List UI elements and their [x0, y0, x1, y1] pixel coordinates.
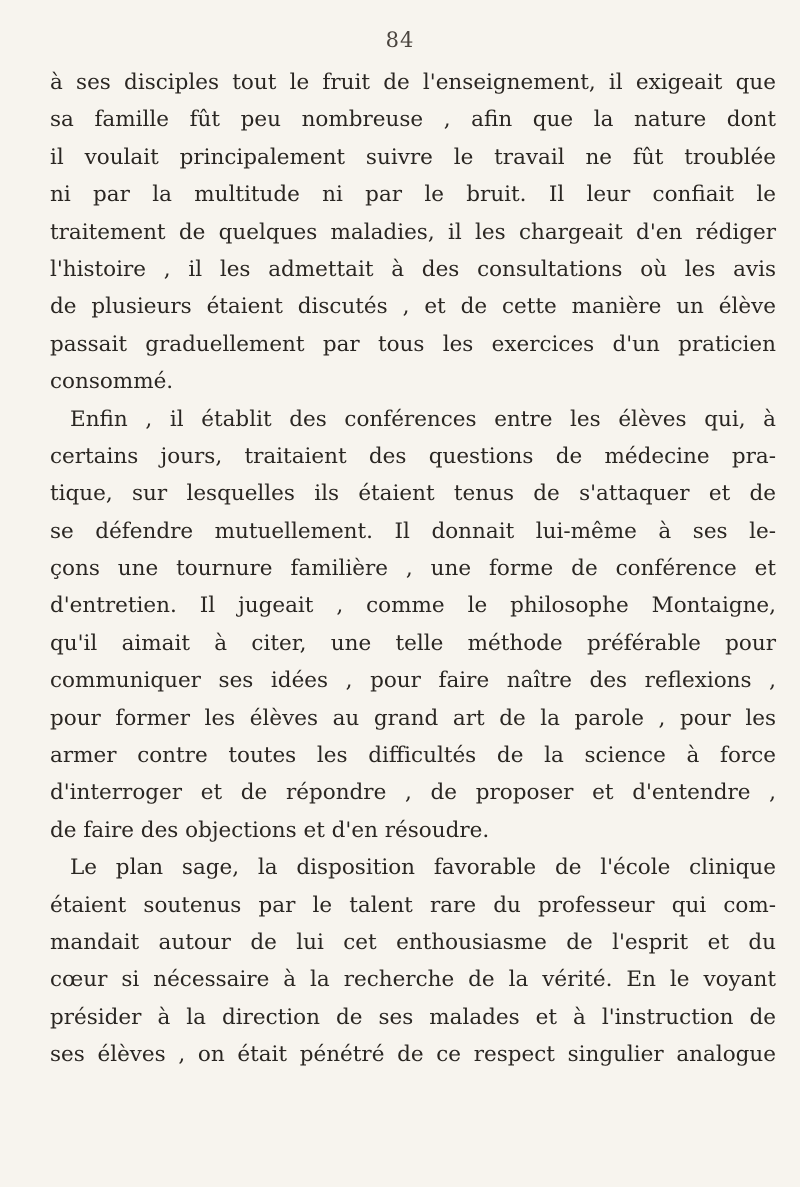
text-line: ses élèves , on était pénétré de ce respect singulier analogue: [50, 1042, 776, 1068]
text-line: de plusieurs étaient discutés , et de cette manière un élève: [50, 294, 776, 320]
text-line: d'entretien. Il jugeait , comme le philosophe Montaigne,: [50, 593, 776, 619]
body-text: [50, 64, 776, 1074]
text-line: d'interroger et de répondre , de proposer et d'entendre ,: [50, 780, 776, 806]
text-line: ni par la multitude ni par le bruit. Il leur confiait le: [50, 182, 776, 208]
text-line: présider à la direction de ses malades et à l'instruction de: [50, 1004, 776, 1030]
text-line: à ses disciples tout le fruit de l'enseignement, il exigeait que: [50, 70, 776, 95]
text-line: tique, sur lesquelles ils étaient tenus de s'attaquer et de: [50, 481, 776, 507]
text-line: pour former les élèves au grand art de la parole , pour les: [50, 705, 776, 731]
text-line: étaient soutenus par le talent rare du professeur qui com-: [50, 892, 776, 918]
paragraph-end-line: de faire des objections et d'en résoudre.: [50, 817, 490, 843]
text-line: qu'il aimait à citer, une telle méthode préférable pour: [50, 630, 776, 656]
text-line: mandait autour de lui cet enthousiasme de l'esprit et du: [50, 929, 776, 955]
text-line: cœur si nécessaire à la recherche de la vérité. En le voyant: [50, 967, 776, 993]
text-line: l'histoire , il les admettait à des consultations où les avis: [50, 256, 776, 282]
paragraph-start-line: Enfin , il établit des conférences entre les élèves qui, à: [70, 406, 776, 432]
text-line: communiquer ses idées , pour faire naître des reflexions ,: [50, 668, 776, 694]
text-line: passait graduellement par tous les exercices d'un praticien: [50, 331, 776, 357]
paragraph-end-line: consommé.: [50, 369, 174, 395]
text-line: traitement de quelques maladies, il les chargeait d'en rédiger: [50, 219, 776, 245]
text-line: sa famille fût peu nombreuse , afin que la nature dont: [50, 107, 776, 133]
page-number: 84: [385, 28, 415, 52]
text-line: armer contre toutes les difficultés de la science à force: [50, 743, 776, 769]
text-line: il voulait principalement suivre le travail ne fût troublée: [50, 144, 776, 170]
text-line: se défendre mutuellement. Il donnait lui-même à ses le-: [50, 518, 776, 544]
paragraph-start-line: Le plan sage, la disposition favorable de l'école clinique: [70, 855, 776, 881]
text-line: certains jours, traitaient des questions de médecine pra-: [50, 443, 776, 469]
text-line: çons une tournure familière , une forme de conférence et: [50, 556, 776, 582]
